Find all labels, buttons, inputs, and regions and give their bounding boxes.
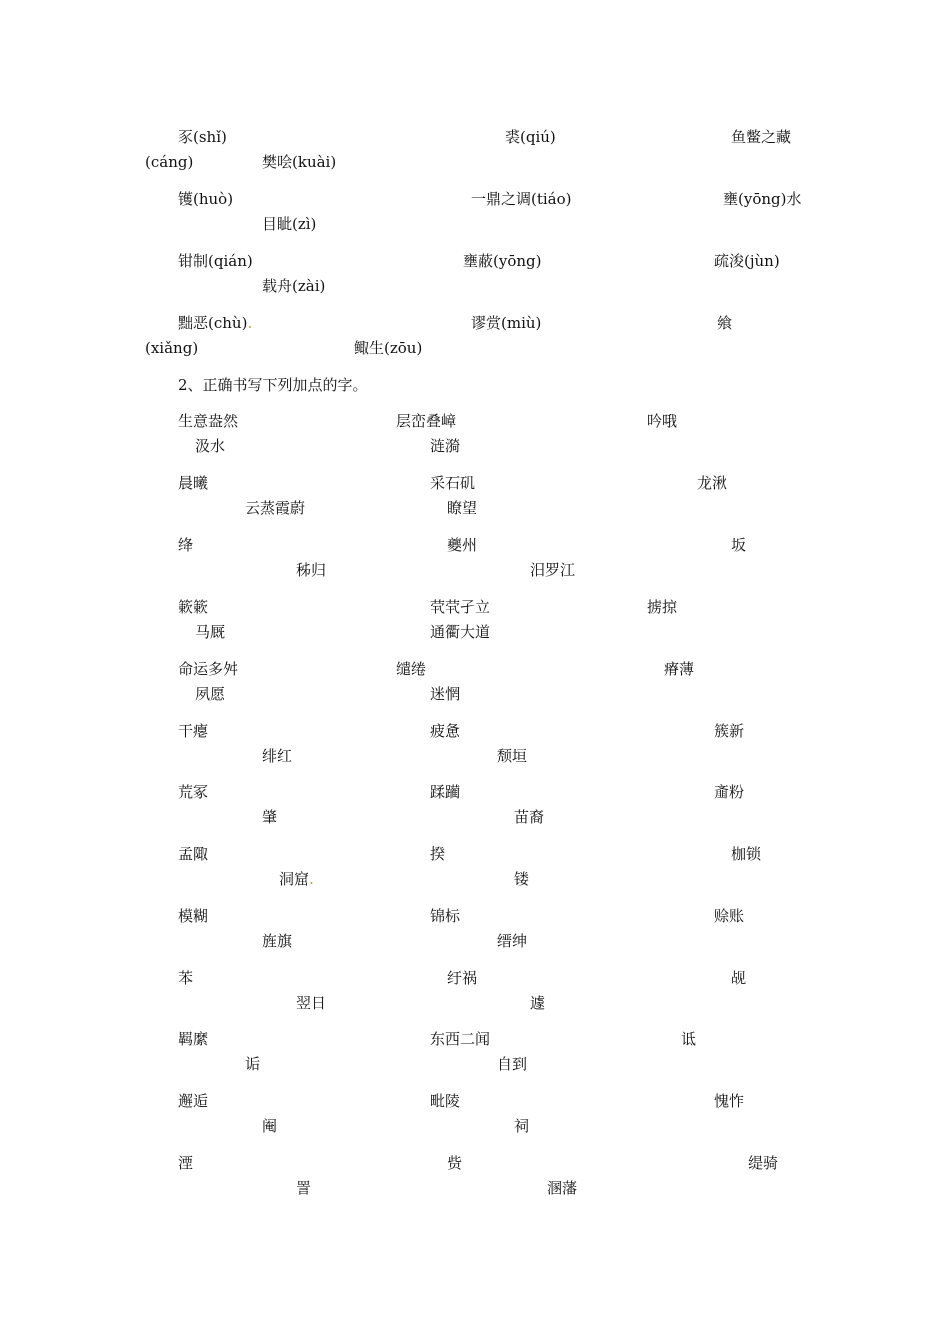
word-item: 苯 (178, 969, 194, 987)
word-item: 晨曦 (178, 474, 209, 492)
word-item: 揆 (430, 845, 446, 863)
word-item: 自到 (497, 1055, 528, 1073)
word-item: 簇新 (714, 722, 745, 740)
word-item: 赀 (447, 1154, 463, 1172)
word-item: 采石矶 (430, 474, 476, 492)
word-item: 茕茕孑立 (430, 598, 491, 616)
word-item: 祠 (514, 1117, 530, 1135)
word-item: 生意盎然 (178, 412, 239, 430)
word-item: 汲水 (195, 437, 226, 455)
pinyin-item: 谬赏(miù) (471, 314, 542, 332)
word-item: 缱绻 (396, 660, 427, 678)
word-item: 掳掠 (647, 598, 678, 616)
word-item: 诋 (681, 1030, 697, 1048)
pinyin-item: 壅蔽(yōng) (463, 252, 542, 270)
pinyin-item: 鱼鳖之藏 (731, 128, 792, 146)
pinyin-item: 钳制(qián) (178, 252, 253, 270)
word-item: 纡祸 (447, 969, 478, 987)
word-item: 遽 (530, 994, 546, 1012)
word-item: 颓垣 (497, 747, 528, 765)
word-item: 愧怍 (714, 1092, 745, 1110)
pinyin-item: 樊哙(kuài) (262, 153, 337, 171)
word-item: 齑粉 (714, 783, 745, 801)
word-item: 夔州 (447, 536, 478, 554)
pinyin-item: (cáng) (145, 153, 194, 171)
word-item: 命运多舛 (178, 660, 239, 678)
word-item: 邂逅 (178, 1092, 209, 1110)
pinyin-item: 黜恶(chù). (178, 314, 253, 332)
word-item: 镂 (514, 870, 530, 888)
word-item: 层峦叠嶂 (396, 412, 457, 430)
word-item: 洞窟. (279, 870, 314, 888)
pinyin-item: 疏浚(jùn) (714, 252, 780, 270)
word-item: 肇 (262, 808, 278, 826)
word-item: 通衢大道 (430, 623, 491, 641)
word-item: 詈 (296, 1179, 312, 1197)
word-item: 枷锁 (731, 845, 762, 863)
word-item: 孟陬 (178, 845, 209, 863)
word-item: 龙湫 (697, 474, 728, 492)
pinyin-item: 壅(yōng)水 (723, 190, 802, 208)
word-item: 蹂躏 (430, 783, 461, 801)
word-item: 瞭望 (447, 499, 478, 517)
word-item: 瘠薄 (664, 660, 695, 678)
word-item: 绯红 (262, 747, 293, 765)
word-item: 秭归 (296, 561, 327, 579)
section-heading: 2、正确书写下列加点的字。 (178, 376, 368, 394)
word-item: 汨罗江 (530, 561, 576, 579)
word-item: 锦标 (430, 907, 461, 925)
word-item: 诟 (245, 1055, 261, 1073)
word-item: 云蒸霞蔚 (245, 499, 306, 517)
pinyin-item: 鲰生(zōu) (354, 339, 423, 357)
word-item: 迷惘 (430, 685, 461, 703)
word-item: 马厩 (195, 623, 226, 641)
word-item: 毗陵 (430, 1092, 461, 1110)
word-item: 疲惫 (430, 722, 461, 740)
word-item: 缙绅 (497, 932, 528, 950)
word-item: 干瘪 (178, 722, 209, 740)
pinyin-item: 镬(huò) (178, 190, 234, 208)
pinyin-item: 飨 (717, 314, 733, 332)
word-item: 湮 (178, 1154, 194, 1172)
word-item: 赊账 (714, 907, 745, 925)
word-item: 簌簌 (178, 598, 209, 616)
word-item: 坂 (731, 536, 747, 554)
word-item: 溷藩 (547, 1179, 578, 1197)
pinyin-item: 豕(shǐ) (178, 128, 227, 146)
pinyin-item: 载舟(zài) (262, 277, 326, 295)
word-item: 翌日 (296, 994, 327, 1012)
word-item: 模糊 (178, 907, 209, 925)
word-item: 夙愿 (195, 685, 226, 703)
word-item: 涟漪 (430, 437, 461, 455)
pinyin-item: 一鼎之调(tiáo) (471, 190, 572, 208)
word-item: 觇 (731, 969, 747, 987)
word-item: 东西二闻 (430, 1030, 491, 1048)
word-item: 阉 (262, 1117, 278, 1135)
pinyin-item: 裘(qiú) (505, 128, 556, 146)
word-item: 荒冢 (178, 783, 209, 801)
pinyin-item: 目眦(zì) (262, 215, 317, 233)
word-item: 绛 (178, 536, 194, 554)
word-item: 缇骑 (748, 1154, 779, 1172)
word-item: 旌旗 (262, 932, 293, 950)
word-item: 吟哦 (647, 412, 678, 430)
word-item: 苗裔 (514, 808, 545, 826)
pinyin-item: (xiǎng) (145, 339, 199, 357)
word-item: 羁縻 (178, 1030, 209, 1048)
